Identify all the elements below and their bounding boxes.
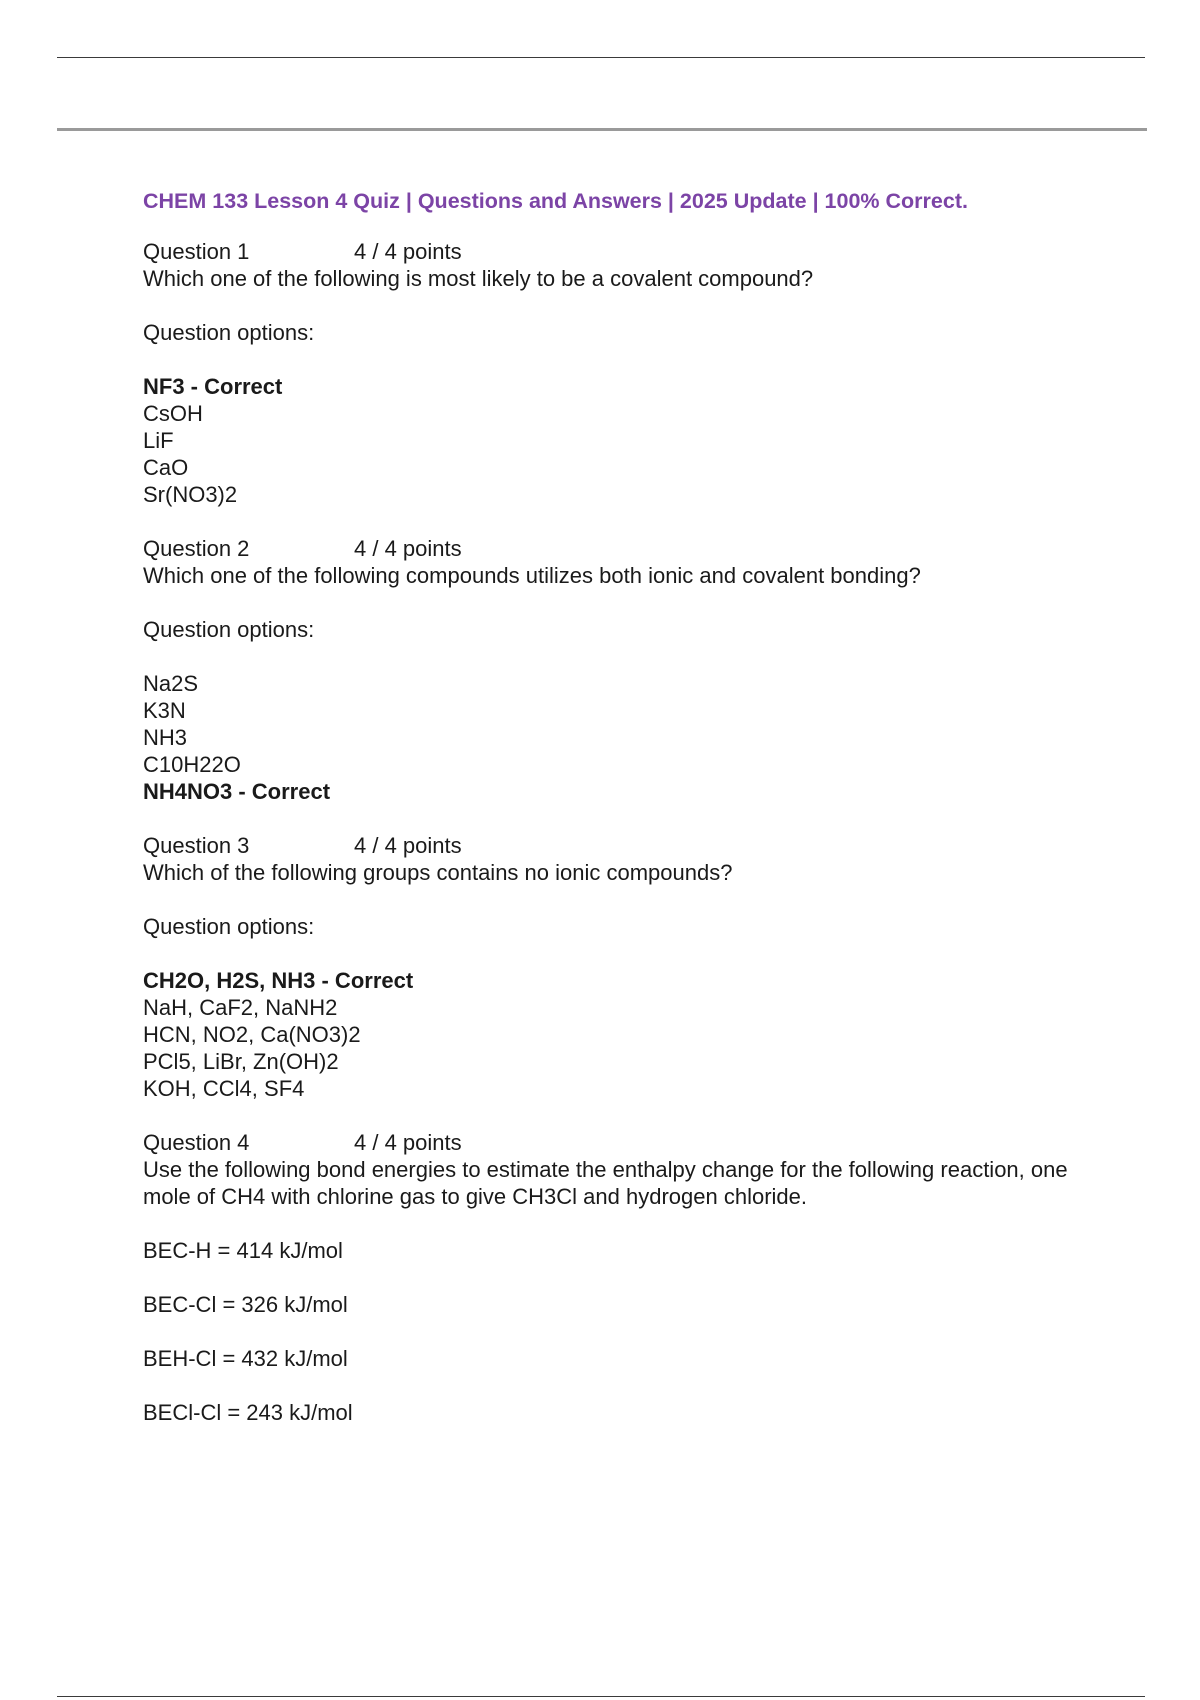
option: LiF — [143, 428, 174, 453]
option-correct: CH2O, H2S, NH3 - Correct — [143, 968, 414, 993]
bond-energy: BEC-Cl = 326 kJ/mol — [143, 1292, 348, 1317]
bond-energy: BEC-H = 414 kJ/mol — [143, 1238, 343, 1263]
options-label: Question options: — [143, 914, 315, 939]
question-label: Question 3 — [143, 833, 250, 858]
question-text: Use the following bond energies to estimate the enthalpy change for the following reaction, one mole of CH4 with chlorine gas to give CH3Cl and hydrogen chloride. — [143, 1157, 1068, 1209]
question-points: 4 / 4 points — [354, 1130, 462, 1155]
bond-energy-list — [143, 1237, 1103, 1426]
options-label: Question options: — [143, 617, 315, 642]
option: CsOH — [143, 401, 203, 426]
page-top-rule — [57, 57, 1145, 58]
page-bottom-rule — [57, 1696, 1145, 1697]
option: CaO — [143, 455, 189, 480]
question-block — [143, 832, 1103, 1102]
question-points: 4 / 4 points — [354, 833, 462, 858]
document-body — [143, 187, 1103, 1453]
option: NaH, CaF2, NaNH2 — [143, 995, 338, 1020]
question-label: Question 4 — [143, 1130, 250, 1155]
header-divider — [57, 128, 1147, 131]
bond-energy: BEH-Cl = 432 kJ/mol — [143, 1346, 348, 1371]
option: KOH, CCl4, SF4 — [143, 1076, 305, 1101]
option: NH3 — [143, 725, 188, 750]
question-points: 4 / 4 points — [354, 239, 462, 264]
question-text: Which one of the following compounds utilizes both ionic and covalent bonding? — [143, 563, 921, 588]
question-header — [143, 535, 1103, 562]
options-label: Question options: — [143, 320, 315, 345]
option-correct: NF3 - Correct — [143, 374, 283, 399]
document-title: CHEM 133 Lesson 4 Quiz | Questions and Answers | 2025 Update | 100% Correct. — [143, 189, 968, 213]
question-label: Question 2 — [143, 536, 250, 561]
option: Sr(NO3)2 — [143, 482, 238, 507]
question-header — [143, 1129, 1103, 1156]
question-label: Question 1 — [143, 239, 250, 264]
option: K3N — [143, 698, 186, 723]
question-header — [143, 832, 1103, 859]
question-header — [143, 238, 1103, 265]
bond-energy: BECl-Cl = 243 kJ/mol — [143, 1400, 353, 1425]
options-list — [143, 373, 1103, 508]
question-block — [143, 238, 1103, 508]
options-list — [143, 670, 1103, 805]
options-list — [143, 967, 1103, 1102]
question-block — [143, 535, 1103, 805]
question-points: 4 / 4 points — [354, 536, 462, 561]
question-text: Which of the following groups contains no ionic compounds? — [143, 860, 733, 885]
option: PCl5, LiBr, Zn(OH)2 — [143, 1049, 339, 1074]
option: HCN, NO2, Ca(NO3)2 — [143, 1022, 361, 1047]
option: C10H22O — [143, 752, 241, 777]
question-block — [143, 1129, 1103, 1426]
option-correct: NH4NO3 - Correct — [143, 779, 331, 804]
question-text: Which one of the following is most likely to be a covalent compound? — [143, 266, 814, 291]
option: Na2S — [143, 671, 199, 696]
